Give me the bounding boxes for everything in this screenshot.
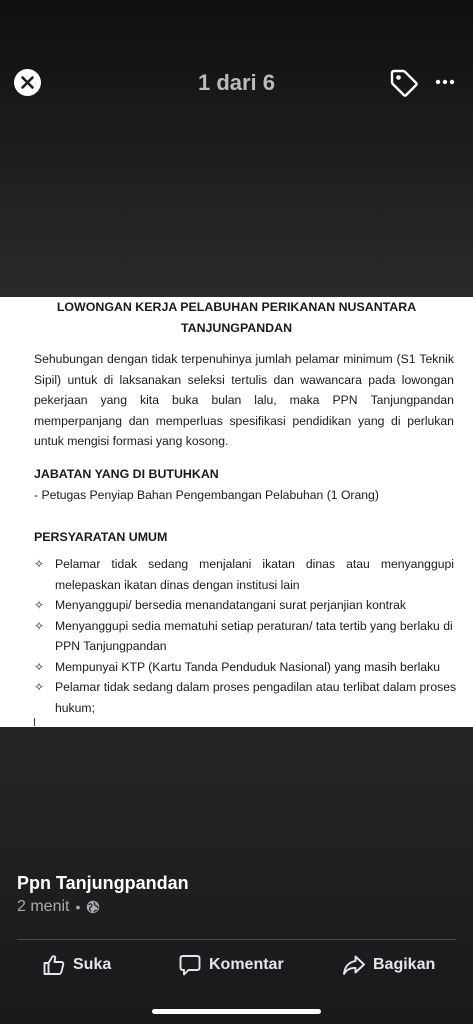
- word: memperpanjang: [34, 413, 123, 428]
- word: menyanggupi: [380, 557, 454, 571]
- word: bulan: [211, 393, 242, 407]
- word: pekerjaan: [34, 393, 88, 407]
- word: yang: [357, 413, 385, 428]
- requirement-line: Menyanggupi/ bersedia menandatangani surat perjanjian kontrak: [55, 598, 406, 612]
- requirement-item: [34, 595, 454, 616]
- word: perlukan: [407, 413, 454, 428]
- post-meta: [17, 898, 100, 916]
- persyaratan-heading: PERSYARATAN UMUM: [34, 530, 168, 544]
- text-cursor-mark: [34, 718, 35, 726]
- word: jumlah: [255, 352, 292, 366]
- paragraph-line: [34, 370, 454, 391]
- paragraph-line: [34, 411, 454, 432]
- thumbs-up-icon: [42, 953, 66, 977]
- word: tertulis: [231, 372, 268, 387]
- requirement-line: melepaskan ikatan dinas dengan institusi lain: [55, 577, 300, 592]
- requirement-line: Mempunyai KTP (Kartu Tanda Penduduk Nasional) yang masih berlaku: [55, 659, 441, 674]
- requirement-line: [55, 554, 454, 575]
- comment-icon: [178, 953, 202, 977]
- requirements-list: [34, 554, 457, 718]
- requirement-line: hukum;: [55, 700, 95, 715]
- word: dan: [273, 372, 294, 387]
- tag-button[interactable]: [388, 67, 420, 99]
- bullet-star-icon: ✧: [34, 680, 45, 694]
- word: pada: [368, 372, 396, 387]
- document-title-line: TANJUNGPANDAN: [180, 320, 293, 335]
- word: untuk: [67, 372, 98, 387]
- word: spesifikasi: [229, 413, 286, 428]
- word: Sehubungan: [34, 352, 104, 366]
- post-time: 2 menit: [17, 898, 70, 915]
- word: ikatan: [262, 557, 295, 571]
- word: (S1: [396, 352, 416, 366]
- word: menjalani: [199, 557, 252, 571]
- like-button[interactable]: [42, 951, 111, 979]
- bullet-star-icon: ✧: [34, 618, 45, 633]
- word: Teknik: [419, 352, 454, 366]
- word: pendidikan: [292, 413, 352, 428]
- word: wawancara: [300, 372, 362, 387]
- word: terpenuhinya: [181, 352, 252, 366]
- intro-paragraph: [34, 349, 454, 452]
- word: lowongan: [401, 372, 454, 387]
- word: laksanakan: [119, 372, 182, 387]
- word: pelamar: [295, 352, 340, 366]
- requirement-line: Menyanggupi sedia mematuhi setiap peraturan/ tata tertib yang berlaku di: [55, 618, 453, 633]
- comment-label: Komentar: [209, 956, 284, 973]
- word: lalu,: [254, 393, 277, 407]
- requirement-item: [34, 657, 454, 678]
- actions-divider: [17, 939, 456, 940]
- photo-counter: 1 dari 6: [197, 70, 276, 95]
- share-button[interactable]: [342, 951, 435, 979]
- post-author[interactable]: Ppn Tanjungpandan: [17, 873, 189, 893]
- requirement-item: [34, 616, 454, 657]
- bullet-star-icon: ✧: [34, 598, 45, 612]
- globe-icon: [86, 900, 100, 914]
- jabatan-item: - Petugas Penyiap Bahan Pengembangan Pelabuhan (1 Orang): [34, 488, 379, 502]
- bullet-star-icon: ✧: [34, 557, 45, 571]
- word: dengan: [107, 352, 148, 366]
- like-label: Suka: [73, 956, 112, 973]
- meta-separator: •: [75, 899, 81, 915]
- viewer-top-bar: [0, 58, 473, 108]
- word: Tanjungpandan: [370, 393, 454, 407]
- paragraph-line: untuk mengisi formasi yang kosong.: [34, 434, 229, 448]
- share-label: Bagikan: [373, 956, 436, 973]
- more-options-button[interactable]: [430, 70, 460, 94]
- word: dan: [128, 413, 150, 428]
- word: minimum: [343, 352, 393, 366]
- document-title: [0, 297, 473, 338]
- tag-icon: [388, 67, 420, 99]
- word: kita: [140, 393, 159, 407]
- bullet-star-icon: ✧: [34, 659, 45, 674]
- requirement-line: Pelamar tidak sedang dalam proses pengadilan atau terlibat dalam proses: [55, 680, 457, 694]
- more-icon: [430, 70, 460, 94]
- word: tidak: [151, 352, 178, 366]
- word: sedang: [148, 557, 189, 571]
- word: yang: [100, 393, 127, 407]
- jabatan-heading: JABATAN YANG DI BUTUHKAN: [34, 467, 219, 481]
- word: di: [391, 413, 401, 428]
- word: atau: [346, 557, 370, 571]
- comment-button[interactable]: [178, 951, 284, 979]
- paragraph-line: [34, 349, 454, 370]
- requirement-item: [34, 554, 454, 595]
- requirement-line: PPN Tanjungpandan: [55, 639, 167, 653]
- paragraph-line: [34, 390, 454, 411]
- word: PPN: [332, 393, 358, 407]
- close-icon: [14, 69, 41, 96]
- document-title-line: LOWONGAN KERJA PELABUHAN PERIKANAN NUSANTARA: [56, 300, 417, 314]
- word: maka: [289, 393, 320, 407]
- home-indicator[interactable]: [152, 1009, 321, 1014]
- word: Sipil): [34, 372, 62, 387]
- close-button[interactable]: [14, 69, 41, 96]
- post-actions-bar: [0, 951, 473, 979]
- document-photo[interactable]: [0, 297, 473, 727]
- word: buka: [171, 393, 199, 407]
- word: tidak: [111, 557, 138, 571]
- requirement-item: [34, 677, 457, 718]
- word: di: [103, 372, 114, 387]
- word: seleksi: [187, 372, 225, 387]
- word: memperluas: [155, 413, 223, 428]
- share-icon: [342, 953, 366, 977]
- word: Pelamar: [55, 557, 101, 571]
- word: dinas: [305, 557, 336, 571]
